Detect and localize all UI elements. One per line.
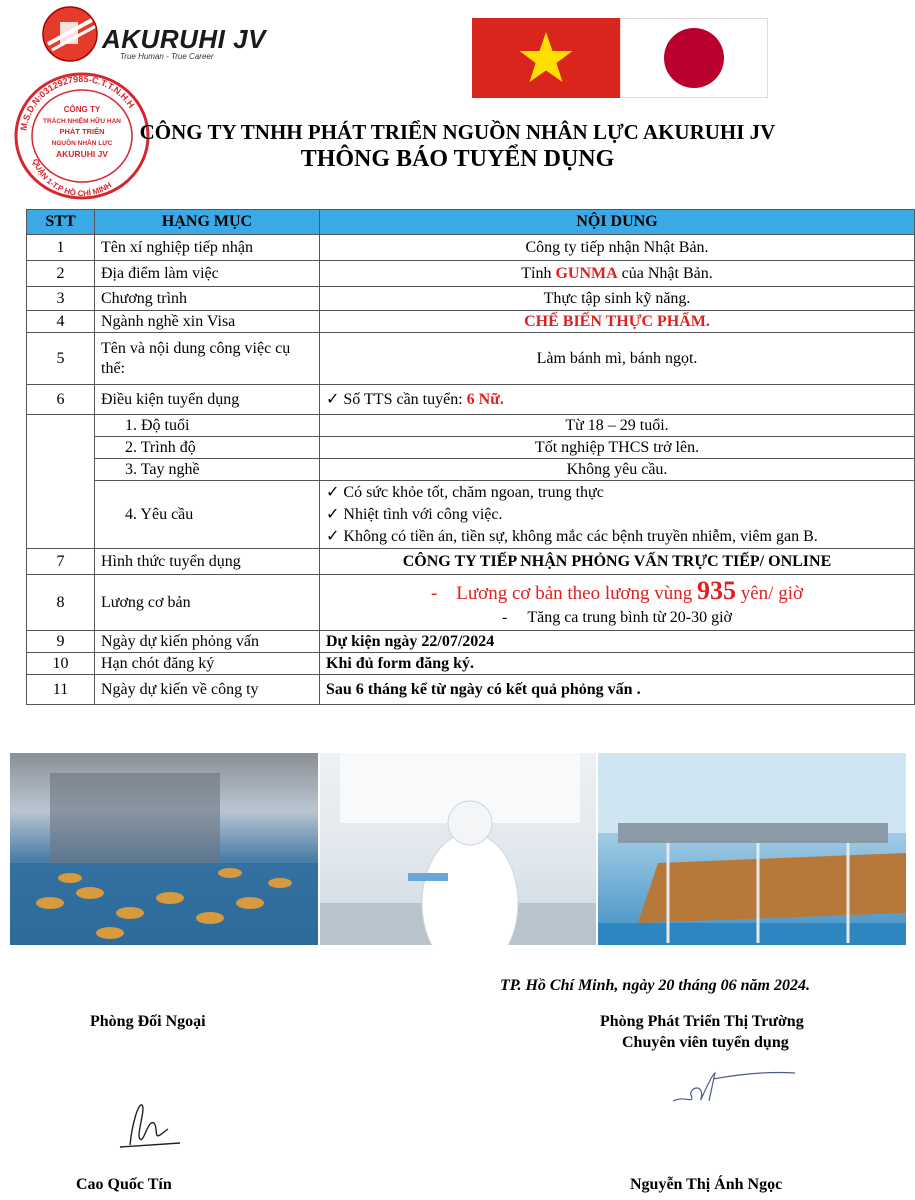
- date-line: TP. Hồ Chí Minh, ngày 20 tháng 06 năm 2024.: [500, 977, 810, 994]
- overtime-line: [326, 608, 908, 628]
- row-content: Khi đủ form đăng ký.: [320, 653, 915, 675]
- stamp-ring-text: M.S.D.N:0312927985-C.T.T.N.H.H: [18, 73, 137, 132]
- row-number: 9: [27, 631, 95, 653]
- row-item: Hạn chót đăng ký: [95, 653, 320, 675]
- photo-factory-conveyor: [598, 753, 906, 945]
- header-content: NỘI DUNG: [320, 210, 915, 235]
- logo-tagline: True Human - True Career: [120, 52, 214, 61]
- table-row: [27, 311, 915, 333]
- table-row: [27, 575, 915, 631]
- requirement-text: Nhiệt tình với công việc.: [343, 505, 503, 523]
- row-number: 8: [27, 575, 95, 631]
- right-department: Phòng Phát Triển Thị Trường: [600, 1013, 804, 1030]
- checkmark-icon: ✓: [326, 527, 344, 545]
- sub-item: 3. Tay nghề: [95, 459, 320, 481]
- table-row: [27, 385, 915, 415]
- dash-icon: -: [430, 583, 457, 604]
- stamp-line: TRÁCH NHIỆM HỮU HẠN: [43, 118, 121, 125]
- photo-bakery-line: [10, 753, 318, 945]
- sub-item: 1. Độ tuổi: [95, 415, 320, 437]
- sub-content: Từ 18 – 29 tuổi.: [320, 415, 915, 437]
- company-name: CÔNG TY TNHH PHÁT TRIỂN NGUỒN NHÂN LỰC AKURUHI JV: [139, 120, 776, 144]
- row-content: [320, 261, 915, 287]
- table-row: [27, 333, 915, 385]
- row-item: Ngày dự kiến phỏng vấn: [95, 631, 320, 653]
- salary-line: [326, 577, 908, 608]
- row-item: Chương trình: [95, 287, 320, 311]
- star-icon: [472, 18, 620, 98]
- row-content: Dự kiện ngày 22/07/2024: [320, 631, 915, 653]
- row-number: 3: [27, 287, 95, 311]
- row-content: CÔNG TY TIẾP NHẬN PHỎNG VẤN TRỰC TIẾP/ ONLINE: [320, 549, 915, 575]
- row-number: 1: [27, 235, 95, 261]
- photo-lab-worker: [320, 753, 596, 945]
- row-number: 2: [27, 261, 95, 287]
- row-content: Làm bánh mì, bánh ngọt.: [320, 333, 915, 385]
- checkmark-icon: ✓: [326, 483, 344, 501]
- right-role: Chuyên viên tuyển dụng: [622, 1034, 789, 1051]
- row-number: 4: [27, 311, 95, 333]
- row-number: 11: [27, 675, 95, 705]
- stamp-bottom-text: QUẬN 1-T.P HỒ CHÍ MINH: [30, 157, 114, 199]
- table-row: [27, 675, 915, 705]
- row-item: Hình thức tuyển dụng: [95, 549, 320, 575]
- table-subrow: [27, 415, 915, 437]
- logo-text: AKURUHI JV: [102, 24, 266, 54]
- row-item: Tên xí nghiệp tiếp nhận: [95, 235, 320, 261]
- trainee-count-label: Số TTS cần tuyển:: [343, 390, 467, 408]
- location-highlight: GUNMA: [555, 264, 618, 282]
- row-number: 5: [27, 333, 95, 385]
- row-item: Tên và nội dung công việc cụ thể:: [95, 333, 320, 385]
- header-item: HẠNG MỤC: [95, 210, 320, 235]
- row-item: Ngày dự kiến về công ty: [95, 675, 320, 705]
- salary-unit: yên/ giờ: [735, 583, 804, 604]
- table-row: [27, 235, 915, 261]
- salary-amount: 935: [696, 576, 736, 605]
- overtime-text: Tăng ca trung bình từ 20-30 giờ: [527, 609, 732, 626]
- sun-disc-icon: [621, 19, 767, 97]
- row-content: Công ty tiếp nhận Nhật Bản.: [320, 235, 915, 261]
- location-suffix: của Nhật Bản.: [617, 264, 713, 282]
- row-number: 6: [27, 385, 95, 415]
- requirement-item: [326, 482, 908, 504]
- checkmark-icon: ✓: [326, 390, 344, 408]
- location-prefix: Tỉnh: [521, 264, 556, 282]
- sub-content: Tốt nghiệp THCS trở lên.: [320, 437, 915, 459]
- sub-content: Không yêu cầu.: [320, 459, 915, 481]
- right-signature: [665, 1065, 805, 1110]
- salary-prefix: Lương cơ bản theo lương vùng: [456, 583, 697, 604]
- requirements-list: [320, 481, 915, 549]
- requirement-item: [326, 504, 908, 526]
- requirement-text: Không có tiền án, tiền sự, không mắc các bệnh truyền nhiễm, viêm gan B.: [343, 527, 818, 545]
- row-content: [320, 385, 915, 415]
- header-stt: STT: [27, 210, 95, 235]
- notice-title: THÔNG BÁO TUYỂN DỤNG: [300, 146, 615, 172]
- row-item: Điều kiện tuyển dụng: [95, 385, 320, 415]
- row-number: 10: [27, 653, 95, 675]
- row-content: CHẾ BIẾN THỰC PHẨM.: [320, 311, 915, 333]
- dash-icon: -: [502, 609, 528, 626]
- stamp-line: AKURUHI JV: [56, 149, 108, 159]
- table-row: [27, 549, 915, 575]
- table-subrow: [27, 481, 915, 549]
- stamp-line: PHÁT TRIỂN: [59, 127, 105, 136]
- recruitment-table: [26, 209, 915, 705]
- sub-item: 2. Trình độ: [95, 437, 320, 459]
- table-row: [27, 287, 915, 311]
- stamp-line: CÔNG TY: [63, 105, 101, 114]
- left-signature: [110, 1095, 190, 1155]
- stamp-line: NGUỒN NHÂN LỰC: [51, 140, 113, 147]
- row-number: 7: [27, 549, 95, 575]
- right-signer-name: Nguyễn Thị Ánh Ngọc: [630, 1176, 783, 1193]
- table-header-row: [27, 210, 915, 235]
- table-row: [27, 261, 915, 287]
- checkmark-icon: ✓: [326, 505, 344, 523]
- requirement-item: [326, 526, 908, 548]
- sub-item: 4. Yêu cầu: [95, 481, 320, 549]
- left-department: Phòng Đối Ngoại: [90, 1013, 206, 1030]
- requirement-text: Có sức khỏe tốt, chăm ngoan, trung thực: [343, 483, 604, 501]
- row-item: Địa điểm làm việc: [95, 261, 320, 287]
- trainee-count-value: 6 Nữ.: [466, 390, 504, 408]
- left-signer-name: Cao Quốc Tín: [76, 1176, 172, 1193]
- table-row: [27, 631, 915, 653]
- logo-emblem-icon: [38, 4, 102, 64]
- table-row: [27, 653, 915, 675]
- salary-cell: [320, 575, 915, 631]
- table-subrow: [27, 459, 915, 481]
- row-content: Sau 6 tháng kể từ ngày có kết quả phỏng vấn .: [320, 675, 915, 705]
- japan-flag: [620, 18, 768, 98]
- table-subrow: [27, 437, 915, 459]
- vietnam-flag: [472, 18, 620, 98]
- row-item: Lương cơ bản: [95, 575, 320, 631]
- empty-cell: [27, 415, 95, 549]
- row-item: Ngành nghề xin Visa: [95, 311, 320, 333]
- row-content: Thực tập sinh kỹ năng.: [320, 287, 915, 311]
